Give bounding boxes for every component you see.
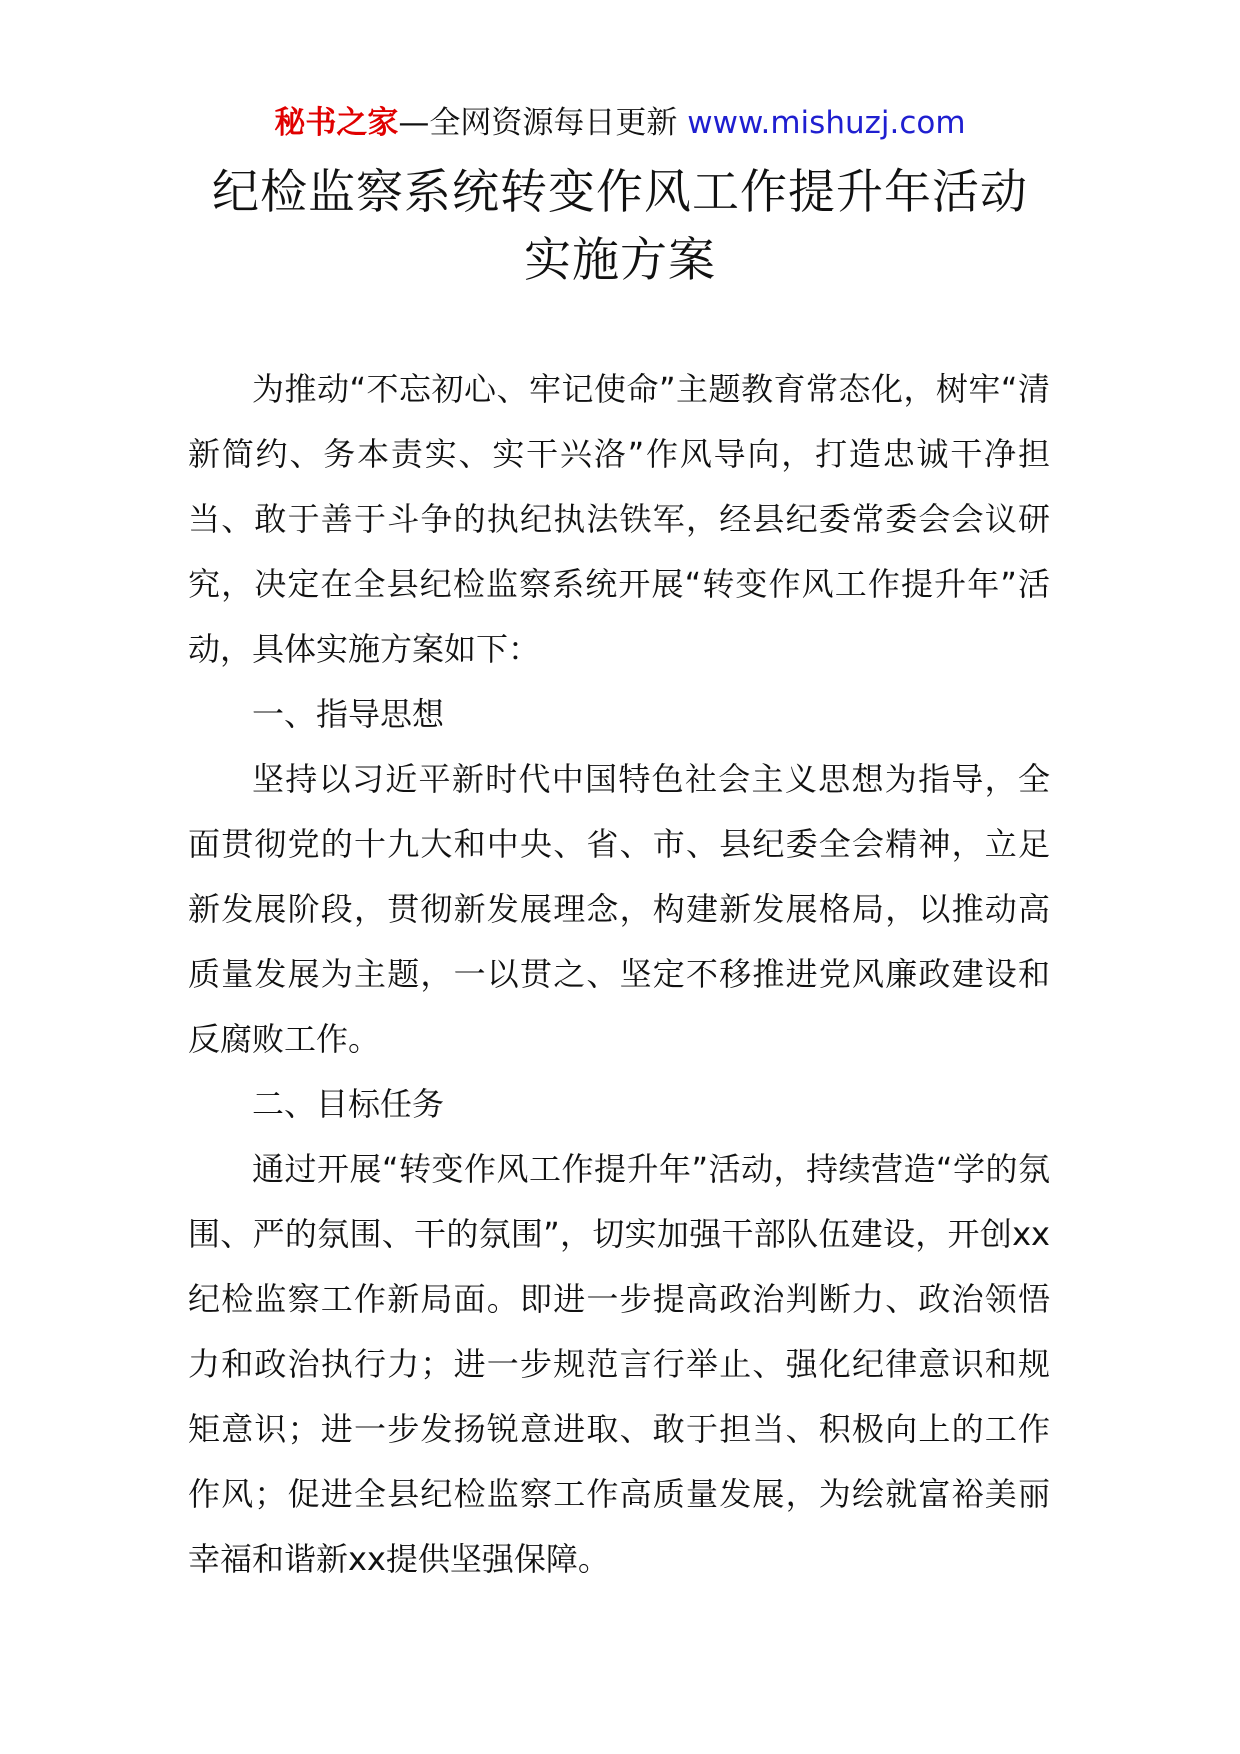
guiding-thought-paragraph: 坚持以习近平新时代中国特色社会主义思想为指导，全面贯彻党的十九大和中央、省、市、县纪委全会精神，立足新发展阶段，贯彻新发展理念，构建新发展格局，以推动高质量发展为主题，一以贯之、坚定不移推进党风廉政建设和反腐败工作。 xyxy=(188,760,1050,1058)
document-title-line-2: 实施方案 xyxy=(524,233,716,288)
site-header xyxy=(0,103,1240,143)
goals-paragraph: 通过开展“转变作风工作提升年”活动，持续营造“学的氛围、严的氛围、干的氛围”，切实加强干部队伍建设，开创xx纪检监察工作新局面。即进一步提高政治判断力、政治领悟力和政治执行力；进一步规范言行举止、强化纪律意识和规矩意识；进一步发扬锐意进取、敢于担当、积极向上的工作作风；促进全县纪检监察工作高质量发展，为绘就富裕美丽幸福和谐新xx提供坚强保障。 xyxy=(188,1150,1050,1578)
site-url-link[interactable]: www.mishuzj.com xyxy=(687,105,966,141)
intro-paragraph: 为推动“不忘初心、牢记使命”主题教育常态化，树牢“清新简约、务本责实、实干兴洛”作风导向，打造忠诚干净担当、敢于善于斗争的执纪执法铁军，经县纪委常委会会议研究，决定在全县纪检监察系统开展“转变作风工作提升年”活动，具体实施方案如下： xyxy=(188,370,1050,668)
section-heading-goals: 二、目标任务 xyxy=(252,1085,445,1123)
section-heading-guiding-thought: 一、指导思想 xyxy=(252,695,445,733)
document-title-line-1: 纪检监察系统转变作风工作提升年活动 xyxy=(212,165,1028,220)
brand-name: 秘书之家 xyxy=(274,105,399,141)
document-body xyxy=(188,357,1050,1592)
header-slogan: —全网资源每日更新 xyxy=(398,105,688,141)
